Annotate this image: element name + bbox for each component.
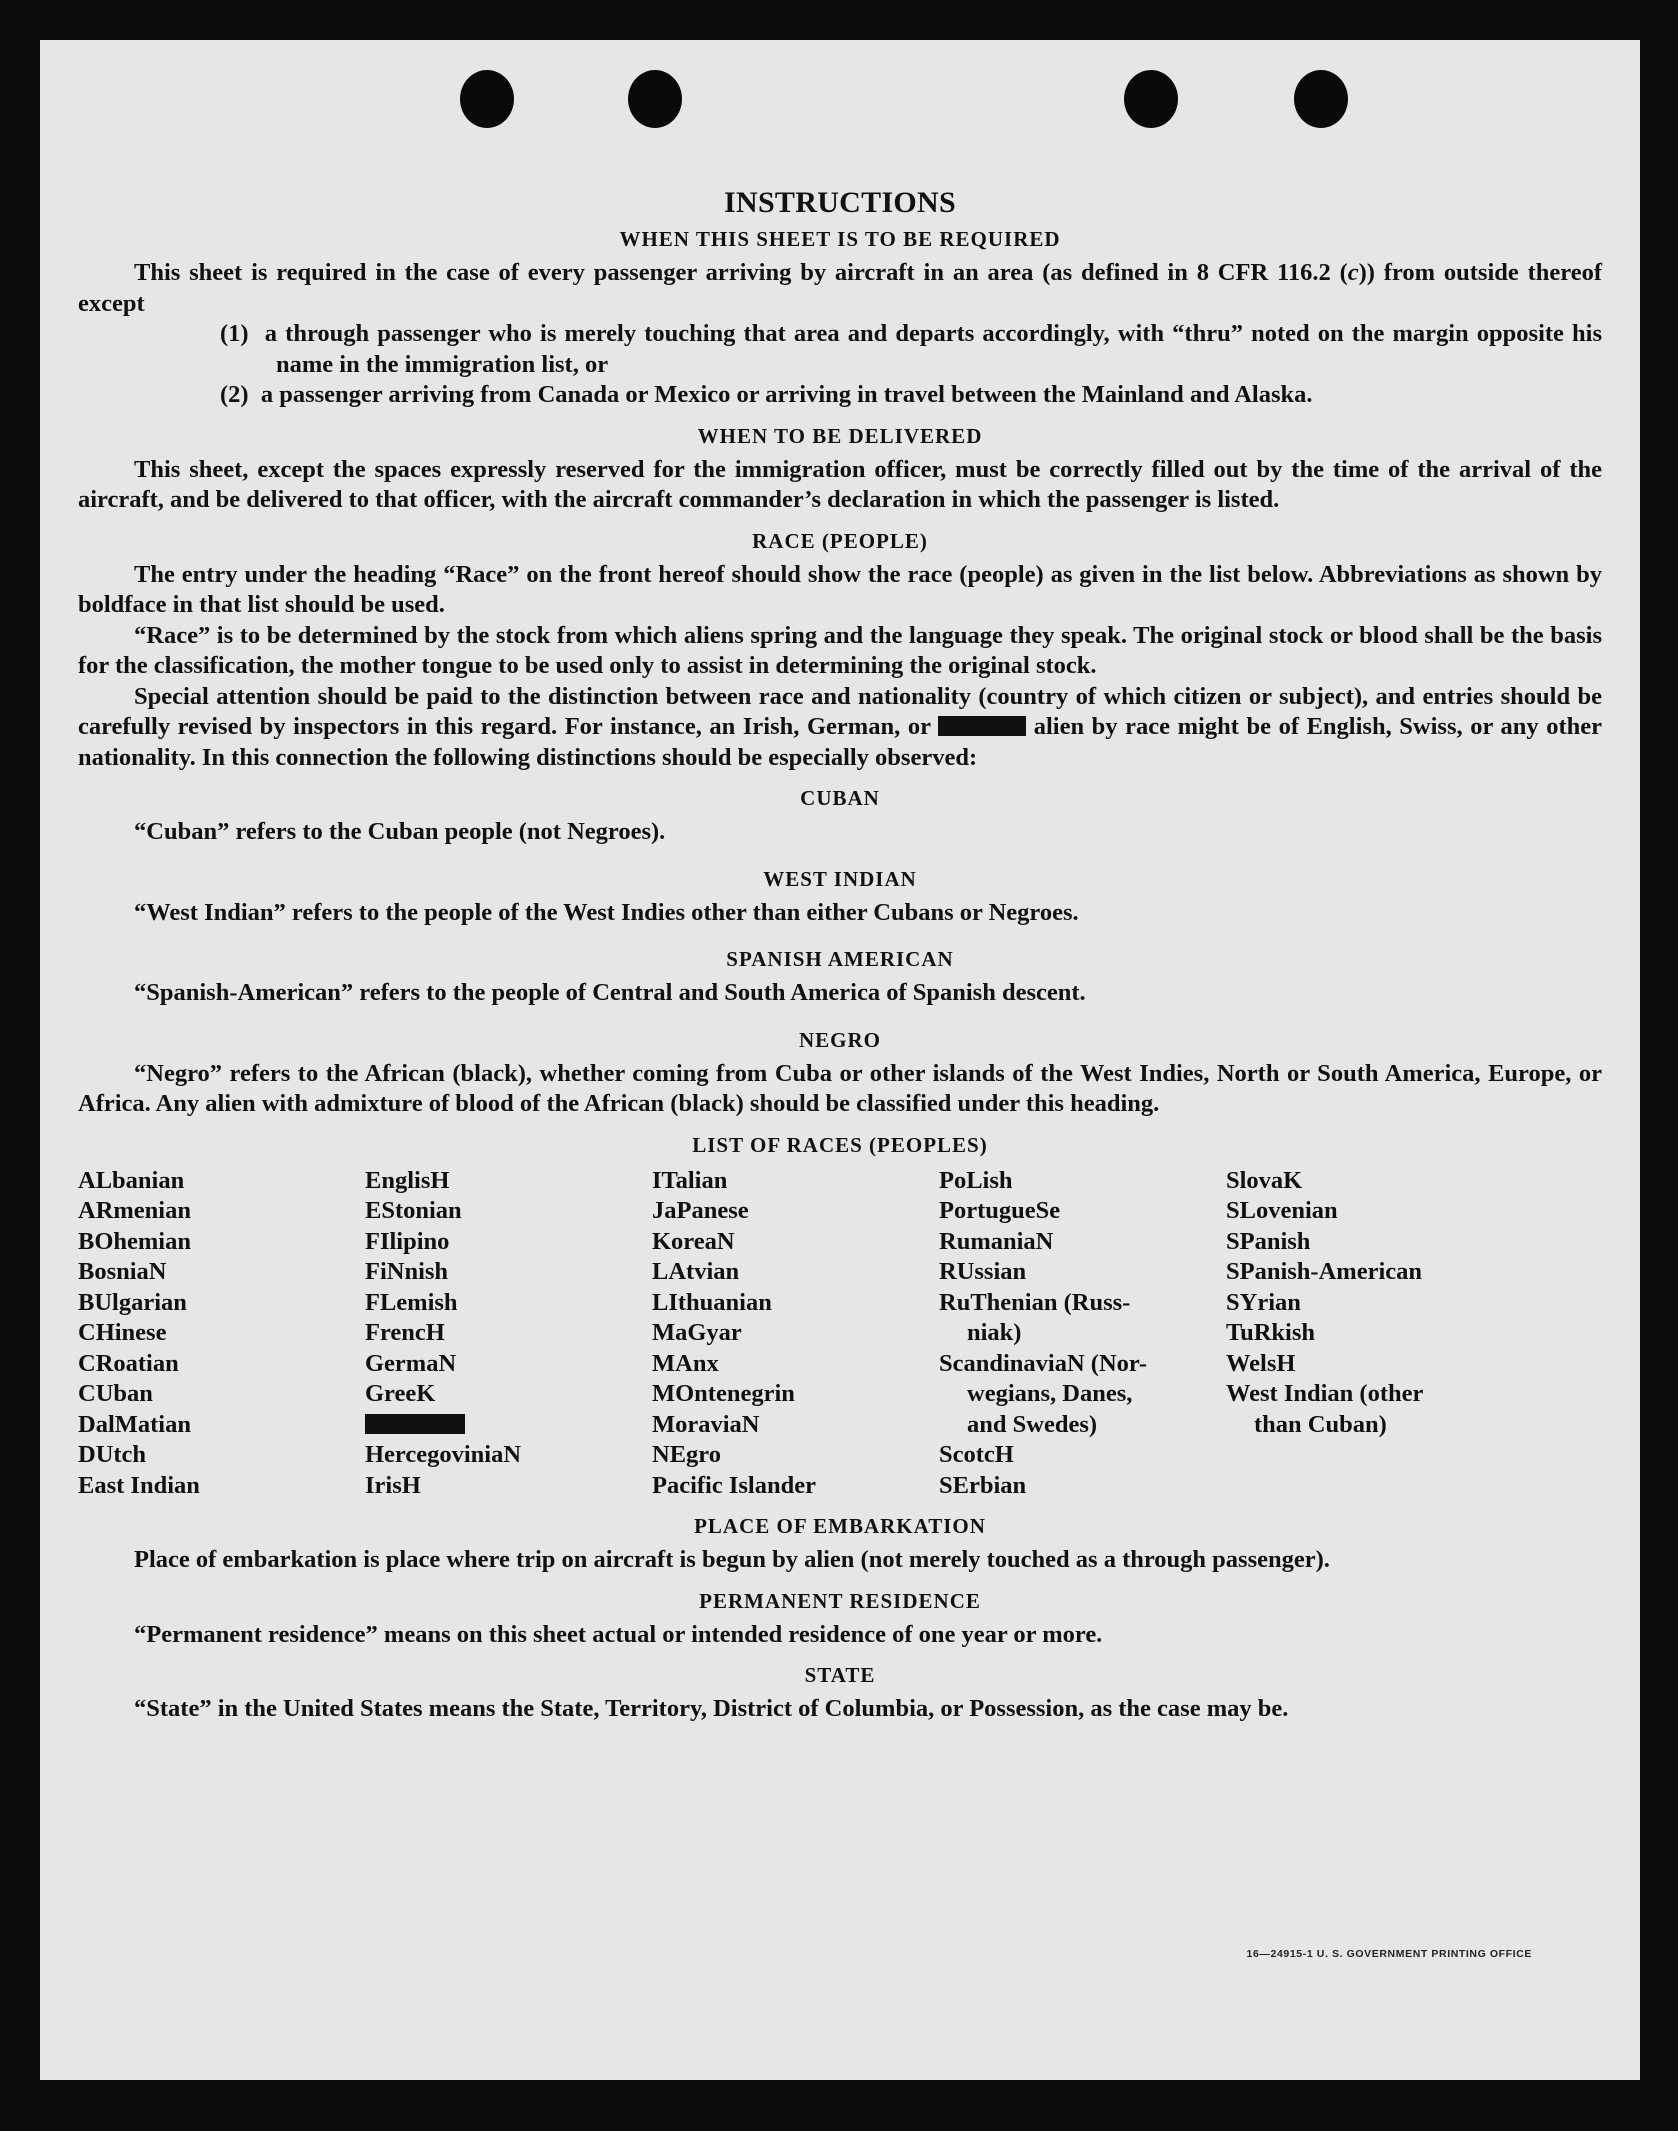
race-entry: FLemish xyxy=(365,1288,458,1316)
race-entry: EStonian xyxy=(365,1197,462,1224)
race-entry: LIthuanian xyxy=(652,1288,772,1316)
race-entry: BOhemian xyxy=(78,1227,191,1255)
heading-race: RACE (PEOPLE) xyxy=(752,528,928,553)
race-entry: niak) xyxy=(967,1319,1022,1346)
paragraph-when-required: This sheet is required in the case of every passenger arriving by aircraft in an area (as defined in 8 CFR 116.2 (c)) from outside thereof except xyxy=(78,259,1602,317)
heading-cuban: CUBAN xyxy=(800,786,880,810)
race-entry: than Cuban) xyxy=(1254,1410,1387,1438)
punch-hole xyxy=(628,70,682,128)
race-entry: IrisH xyxy=(365,1471,421,1499)
heading-negro: NEGRO xyxy=(798,1027,881,1052)
race-entry: ScotcH xyxy=(939,1441,1014,1468)
race-entry: SPanish-American xyxy=(1226,1258,1422,1285)
race-entry: wegians, Danes, xyxy=(967,1380,1133,1407)
race-entry: FiNnish xyxy=(365,1258,449,1285)
race-entry: PortugueSe xyxy=(939,1197,1061,1224)
race-entry: RUssian xyxy=(939,1258,1027,1285)
heading-state: STATE xyxy=(804,1663,876,1687)
paragraph-state: “State” in the United States means the State, Territory, District of Columbia, or Possession, as the case may be. xyxy=(134,1695,1289,1722)
race-entry: SLovenian xyxy=(1226,1197,1338,1224)
race-entry: PoLish xyxy=(939,1166,1013,1194)
paragraph-west-indian: “West Indian” refers to the people of the West Indies other than either Cubans or Negroes. xyxy=(134,898,1079,926)
race-entry: MoraviaN xyxy=(652,1410,760,1438)
race-entry: JaPanese xyxy=(652,1197,749,1224)
race-entry: KoreaN xyxy=(652,1227,735,1255)
page-title: INSTRUCTIONS xyxy=(724,186,956,219)
race-entry: RumaniaN xyxy=(939,1227,1054,1255)
race-entry: HercegoviniaN xyxy=(365,1441,522,1468)
race-entry xyxy=(365,1410,652,1441)
heading-west-indian: WEST INDIAN xyxy=(763,866,917,891)
race-entry: WelsH xyxy=(1226,1349,1296,1377)
race-entry: BosniaN xyxy=(78,1258,167,1285)
paragraph-race-1: The entry under the heading “Race” on the front hereof should show the race (people) as given in the list below. Abbreviations as shown by boldface in that list should be used. xyxy=(78,560,1602,618)
punch-hole xyxy=(1124,70,1178,128)
race-entry: SErbian xyxy=(939,1471,1027,1499)
races-column-4 xyxy=(939,1166,1226,1502)
punch-hole xyxy=(1294,70,1348,128)
document-sheet xyxy=(40,40,1640,2080)
paragraph-negro: “Negro” refers to the African (black), whether coming from Cuba or other islands of the West Indies, North or South America, Europe, or Africa. Any alien with admixture of blood of the African (black) should be classified under this heading. xyxy=(78,1059,1602,1117)
race-entry: GreeK xyxy=(365,1380,436,1407)
race-entry: MAnx xyxy=(652,1349,719,1377)
races-column-5 xyxy=(1226,1166,1513,1502)
race-entry: ITalian xyxy=(652,1166,728,1194)
races-column-1 xyxy=(78,1166,365,1502)
heading-when-required: WHEN THIS SHEET IS TO BE REQUIRED xyxy=(619,227,1061,251)
race-entry: FrencH xyxy=(365,1319,445,1346)
race-entry: CUban xyxy=(78,1380,153,1407)
heading-embarkation: PLACE OF EMBARKATION xyxy=(694,1514,986,1538)
race-entry: BUlgarian xyxy=(78,1288,187,1316)
redaction-mark xyxy=(938,716,1026,736)
paragraph-cuban: “Cuban” refers to the Cuban people (not Negroes). xyxy=(134,818,666,845)
instructions-body xyxy=(78,184,1602,1725)
race-entry: ARmenian xyxy=(78,1197,191,1224)
race-entry: NEgro xyxy=(652,1441,721,1468)
race-entry: DUtch xyxy=(78,1441,147,1468)
race-entry: LAtvian xyxy=(652,1258,740,1285)
punch-hole xyxy=(460,70,514,128)
heading-when-delivered: WHEN TO BE DELIVERED xyxy=(697,423,983,448)
heading-list-of-races: LIST OF RACES (PEOPLES) xyxy=(692,1132,988,1157)
race-entry: FIlipino xyxy=(365,1227,450,1255)
paragraph-residence: “Permanent residence” means on this sheet actual or intended residence of one year or more. xyxy=(134,1620,1103,1648)
heading-residence: PERMANENT RESIDENCE xyxy=(699,1588,981,1613)
race-entry: CRoatian xyxy=(78,1349,179,1377)
race-entry: West Indian (other xyxy=(1226,1380,1424,1407)
redaction-mark xyxy=(365,1414,465,1434)
races-column-3 xyxy=(652,1166,939,1502)
race-entry: ScandinaviaN (Nor- xyxy=(939,1349,1148,1377)
race-entry: CHinese xyxy=(78,1319,167,1346)
paragraph-when-delivered: This sheet, except the spaces expressly reserved for the immigration officer, must be correctly filled out by the time of the arrival of the aircraft, and be delivered to that officer, with the aircraft commander’s declaration in which the passenger is listed. xyxy=(78,455,1602,513)
exception-item-2: (2) a passenger arriving from Canada or Mexico or arriving in travel between the Mainland and Alaska. xyxy=(220,381,1313,408)
heading-spanish-american: SPANISH AMERICAN xyxy=(726,947,954,971)
race-entry: and Swedes) xyxy=(967,1410,1098,1438)
race-entry: ALbanian xyxy=(78,1166,185,1194)
race-entry: EnglisH xyxy=(365,1166,450,1194)
races-list xyxy=(78,1166,1602,1502)
paragraph-spanish-american: “Spanish-American” refers to the people of Central and South America of Spanish descent. xyxy=(134,979,1086,1006)
race-entry: GermaN xyxy=(365,1349,457,1377)
race-entry: SlovaK xyxy=(1226,1166,1303,1194)
printing-office-footer: 16—24915-1 U. S. GOVERNMENT PRINTING OFFICE xyxy=(1246,1948,1532,1960)
race-entry: RuThenian (Russ- xyxy=(939,1288,1131,1316)
races-column-2 xyxy=(365,1166,652,1502)
race-entry: East Indian xyxy=(78,1471,200,1499)
paragraph-embarkation: Place of embarkation is place where trip on aircraft is begun by alien (not merely touched as a through passenger). xyxy=(134,1546,1330,1573)
race-entry: MaGyar xyxy=(652,1319,742,1346)
paragraph-race-3: Special attention should be paid to the distinction between race and nationality (country of which citizen or subject), and entries should be carefully revised by inspectors in this regard. For instance, an Irish, German, or alien by race might be of English, Swiss, or any other nationality. In this connection the following distinctions should be especially observed: xyxy=(78,682,1603,771)
paragraph-race-2: “Race” is to be determined by the stock from which aliens spring and the language they speak. The original stock or blood shall be the basis for the classification, the mother tongue to be used only to assist in determining the original stock. xyxy=(78,621,1602,679)
race-entry: DalMatian xyxy=(78,1410,191,1438)
exception-item-1: (1) a through passenger who is merely touching that area and departs accordingly, with “thru” noted on the margin opposite his name in the immigration list, or xyxy=(220,320,1602,378)
race-entry: SYrian xyxy=(1226,1288,1301,1316)
race-entry: MOntenegrin xyxy=(652,1380,795,1407)
race-entry: Pacific Islander xyxy=(652,1471,816,1499)
race-entry: TuRkish xyxy=(1226,1319,1316,1346)
race-entry: SPanish xyxy=(1226,1227,1311,1255)
